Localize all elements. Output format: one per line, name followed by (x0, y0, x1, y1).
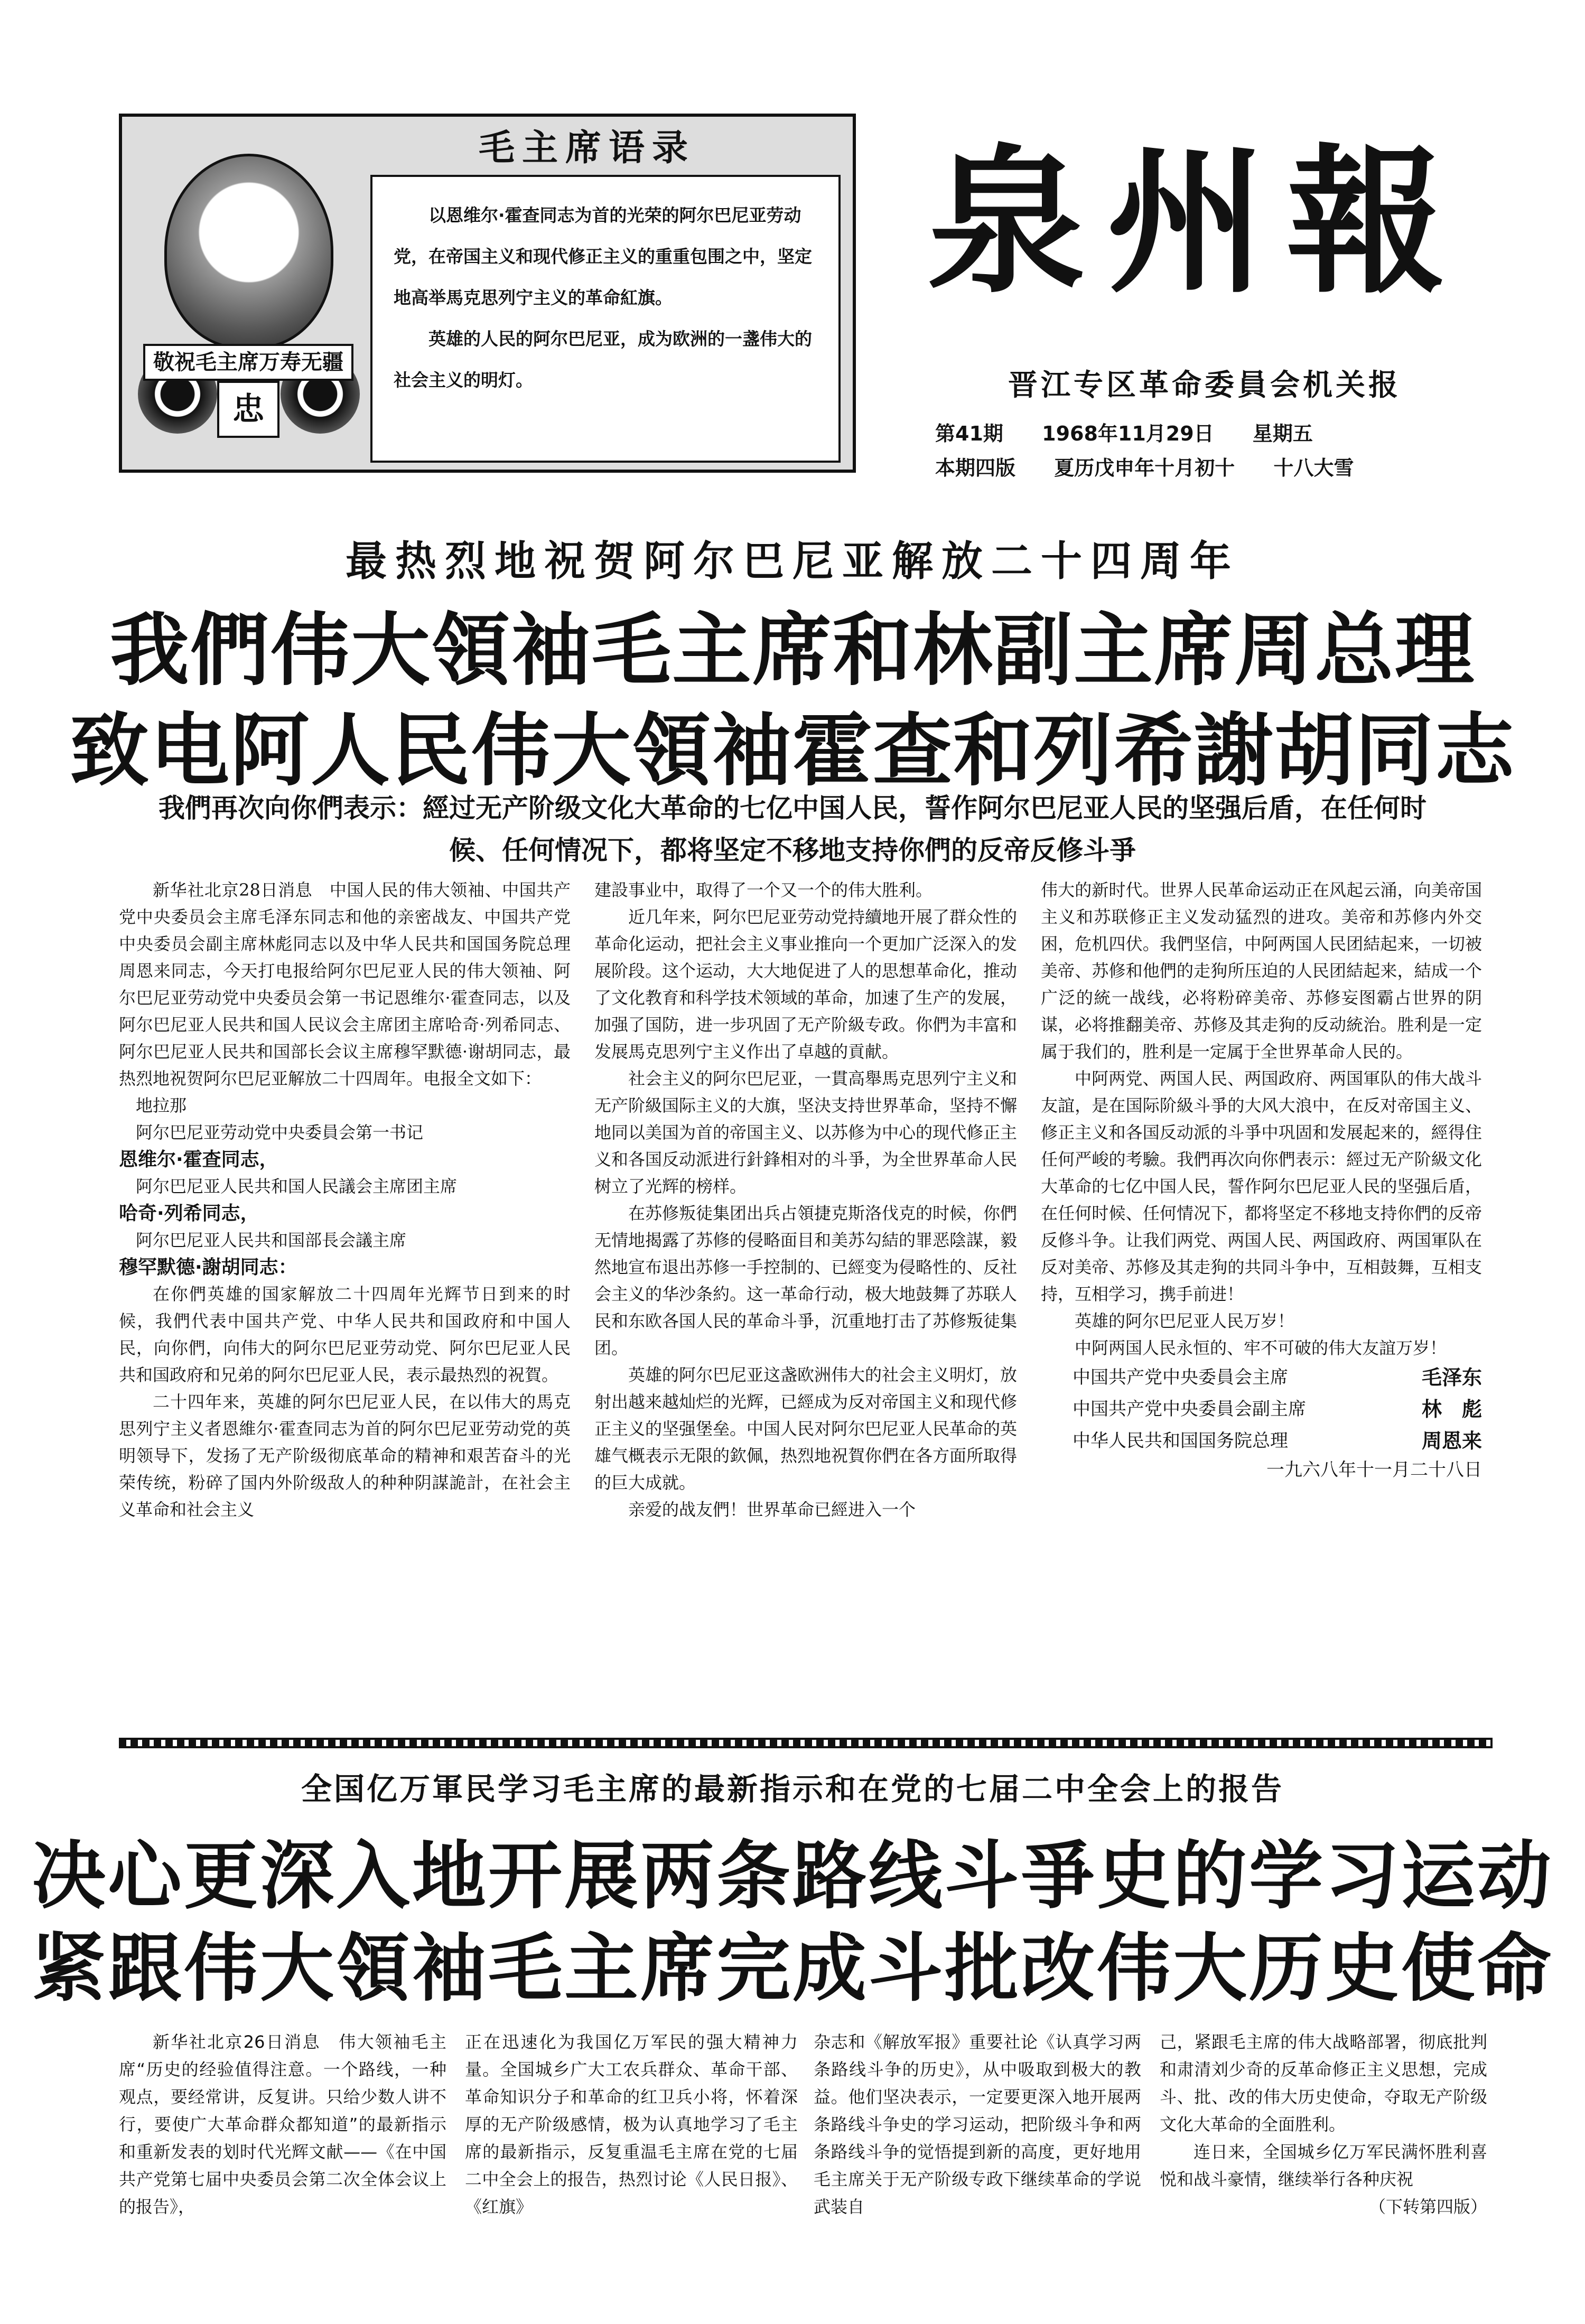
article-paragraph: 近几年来，阿尔巴尼亚劳动党持續地开展了群众性的革命化运动，把社会主义事业推向一个更加广泛深入的发展阶段。这个运动，大大地促进了人的思想革命化，推动了文化教育和科学技术领域的革命，加速了生产的发展，加强了国防，进一步巩固了无产阶級专政。你們为丰富和发展馬克思列宁主义作出了卓越的貢献。 (594, 907, 1017, 1062)
article-paragraph: 正在迅速化为我国亿万军民的强大精神力量。全国城乡广大工农兵群众、革命干部、革命知识分子和革命的红卫兵小将，怀着深厚的无产阶级感情，极为认真地学习了毛主席的最新指示，反复重温毛主席在党的七届二中全会上的报告，热烈讨论《人民日报》、《红旗》 (465, 2032, 798, 2217)
emblem-banner: 敬祝毛主席万寿无疆 (143, 344, 353, 381)
portrait-image (164, 154, 333, 349)
solar-term: 十八大雪 (1273, 456, 1354, 480)
loyalty-character: 忠 (217, 381, 279, 438)
story1-headline-line2: 致电阿人民伟大領袖霍查和列希謝胡同志 (69, 704, 1515, 797)
quotation-box (119, 114, 856, 473)
article-paragraph: 中阿两党、两国人民、两国政府、两国軍队的伟大战斗友誼，是在国际阶級斗爭的大风大浪中，在反对帝国主义、修正主义和各国反动派的斗爭中巩固和发展起来的，經得住任何严峻的考驗。我們再次向你們表示：經过无产阶級文化大革命的七亿中国人民，誓作阿尔巴尼亚人民的坚强后盾，在任何时候、任何情况下，都将坚定不移地支持你們的反帝反修斗争。让我们两党、两国人民、两国政府、两国軍队在反对美帝、苏修及其走狗的共同斗争中，互相鼓舞，互相支持，互相学习，携手前进！ (1041, 1069, 1482, 1304)
recipient-title: 阿尔巴尼亚人民共和国部長会議主席 (136, 1230, 407, 1250)
story1-column-3 (1041, 877, 1482, 1727)
lunar-date: 夏历戊申年十月初十 (1054, 456, 1235, 480)
story2-headline-line2: 紧跟伟大領袖毛主席完成斗批改伟大历史使命 (31, 1926, 1553, 2012)
issue-info (935, 417, 1463, 446)
story1-deck: 我們再次向你們表示：經过无产阶级文化大革命的七亿中国人民，誓作阿尔巴尼亚人民的坚强后盾，在任何时候、任何情况下，都将坚定不移地支持你們的反帝反修斗爭 (158, 793, 1426, 866)
signatory-name: 周恩来 (1421, 1429, 1482, 1452)
story1-kicker: 最热烈地祝贺阿尔巴尼亚解放二十四周年 (345, 537, 1239, 585)
article-paragraph: 杂志和《解放军报》重要社论《认真学习两条路线斗争的历史》，从中吸取到极大的教益。他们坚决表示，一定要更深入地开展两条路线斗争史的学习运动，把阶级斗争和两条路线斗争的觉悟提到新的高度，更好地用毛主席关于无产阶级专政下继续革命的学说武装自 (814, 2032, 1141, 2217)
recipient-name: 哈奇·列希同志， (119, 1203, 259, 1224)
section-divider (119, 1738, 1493, 1748)
article-paragraph: 二十四年来，英雄的阿尔巴尼亚人民，在以伟大的馬克思列宁主义者恩維尔·霍查同志为首的阿尔巴尼亚劳动党的英明领导下，发扬了无产阶级彻底革命的精神和艰苦奋斗的光荣传统，粉碎了国内外阶级敌人的种种阴謀詭計，在社会主义革命和社会主义 (119, 1392, 571, 1520)
issue-info-secondary (935, 452, 1463, 481)
issue-date: 1968年11月29日 (1042, 422, 1214, 445)
article-paragraph: 伟大的新时代。世界人民革命运动正在风起云涌，向美帝国主义和苏联修正主义发动猛烈的进攻。美帝和苏修内外交困，危机四伏。我們坚信，中阿两国人民团結起来，一切被美帝、苏修和他們的走狗所压迫的人民团結起来，結成一个广泛的統一战线，必将粉碎美帝、苏修妄图霸占世界的阴谋，必将推翻美帝、苏修及其走狗的反动統治。胜利是一定属于我们的，胜利是一定属于全世界革命人民的。 (1041, 880, 1482, 1062)
article-paragraph: 亲爱的战友們！世界革命已經进入一个 (628, 1500, 916, 1520)
quote-text (370, 175, 841, 463)
signatory-name: 毛泽东 (1421, 1366, 1482, 1389)
telegram-date: 一九六八年十一月二十八日 (1266, 1459, 1482, 1480)
article-paragraph: 在你們英雄的国家解放二十四周年光辉节日到来的时候，我們代表中国共产党、中华人民共和国政府和中国人民，向你們，向伟大的阿尔巴尼亚劳动党、阿尔巴尼亚人民共和国政府和兄弟的阿尔巴尼亚人民，表示最热烈的祝賀。 (119, 1284, 571, 1385)
slogan: 英雄的阿尔巴尼亚人民万岁！ (1075, 1311, 1295, 1331)
story2-headline-line1: 决心更深入地开展两条路线斗爭史的学习运动 (31, 1833, 1553, 1919)
story1-column-2 (594, 877, 1017, 1727)
story1-column-1 (119, 877, 571, 1727)
portrait-emblem (133, 133, 360, 460)
story2-kicker: 全国亿万軍民学习毛主席的最新指示和在党的七届二中全会上的报告 (301, 1771, 1284, 1807)
story2-column-4 (1160, 2028, 1487, 2276)
signature-row (1041, 1425, 1482, 1457)
recipient-title: 阿尔巴尼亚劳动党中央委員会第一书记 (136, 1122, 424, 1142)
story2-column-3 (814, 2028, 1141, 2276)
issue-weekday: 星期五 (1252, 422, 1313, 445)
story2-column-1 (119, 2028, 446, 2276)
newspaper-title: 泉州報 (927, 128, 1466, 315)
continued-note: （下转第四版） (1368, 2197, 1487, 2217)
article-paragraph: 连日来，全国城乡亿万军民满怀胜利喜悦和战斗豪情，继续举行各种庆祝 (1160, 2142, 1487, 2189)
recipient-name: 恩维尔·霍查同志， (119, 1149, 278, 1170)
article-paragraph: 社会主义的阿尔巴尼亚，一貫高舉馬克思列宁主义和无产阶級国际主义的大旗，坚決支持世界革命，坚持不懈地同以美国为首的帝国主义、以苏修为中心的现代修正主义和各国反动派进行針鋒相对的斗爭，为全世界革命人民树立了光辉的榜样。 (594, 1069, 1017, 1196)
story2-column-2 (465, 2028, 798, 2276)
quote-paragraph: 以恩维尔·霍查同志为首的光荣的阿尔巴尼亚劳动党，在帝国主义和现代修正主义的重重包围之中，坚定地高举馬克思列宁主义的革命紅旗。 (394, 205, 812, 308)
quote-paragraph: 英雄的人民的阿尔巴尼亚，成为欧洲的一盞伟大的社会主义的明灯。 (394, 329, 812, 390)
signatory-title: 中国共产党中央委員会主席 (1073, 1367, 1288, 1388)
story1-headline-line1: 我們伟大領袖毛主席和林副主席周总理 (109, 604, 1475, 697)
issue-number: 第41期 (935, 422, 1003, 445)
signatory-title: 中国共产党中央委員会副主席 (1073, 1399, 1306, 1420)
article-paragraph: 建設事业中，取得了一个又一个的伟大胜利。 (594, 880, 933, 900)
signatory-name: 林 彪 (1421, 1398, 1482, 1421)
signature-row (1041, 1362, 1482, 1393)
article-paragraph: 己，紧跟毛主席的伟大战略部署，彻底批判和肃清刘少奇的反革命修正主义思想，完成斗、批、改的伟大历史使命，夺取无产阶级文化大革命的全面胜利。 (1160, 2032, 1487, 2134)
newspaper-subtitle: 晋江专区革命委員会机关报 (1008, 368, 1401, 402)
page-count: 本期四版 (935, 456, 1016, 480)
slogan: 中阿两国人民永恒的、牢不可破的伟大友誼万岁！ (1075, 1338, 1447, 1358)
article-paragraph: 新华社北京26日消息 伟大领袖毛主席“历史的经验值得注意。一个路线，一种观点，要经常讲，反复讲。只给少数人讲不行，要使广大革命群众都知道”的最新指示和重新发表的划时代光辉文献——《在中国共产党第七届中央委员会第二次全体会议上的报告》， (119, 2032, 446, 2217)
article-paragraph: 新华社北京28日消息 中国人民的伟大领袖、中国共产党中央委员会主席毛泽东同志和他的亲密战友、中国共产党中央委员会副主席林彪同志以及中华人民共和国国务院总理周恩来同志，今天打电报给阿尔巴尼亚人民的伟大领袖、阿尔巴尼亚劳动党中央委员会第一书记恩维尔·霍查同志，以及阿尔巴尼亚人民共和国人民议会主席团主席哈奇·列希同志、阿尔巴尼亚人民共和国部长会议主席穆罕默德·谢胡同志，最热烈地祝贺阿尔巴尼亚解放二十四周年。电报全文如下： (119, 880, 571, 1089)
recipient-title: 阿尔巴尼亚人民共和国人民議会主席团主席 (136, 1176, 458, 1196)
article-paragraph: 英雄的阿尔巴尼亚这盏欧洲伟大的社会主义明灯，放射出越来越灿烂的光辉，已經成为反对帝国主义和现代修正主义的坚强堡垒。中国人民对阿尔巴尼亚人民革命的英雄气概表示无限的欽佩，热烈地祝賀你們在各方面所取得的巨大成就。 (594, 1365, 1017, 1493)
telegram-place: 地拉那 (136, 1095, 187, 1116)
recipient-name: 穆罕默德·謝胡同志： (119, 1257, 297, 1278)
signature-row (1041, 1393, 1482, 1425)
quote-box-title: 毛主席语录 (478, 127, 695, 169)
article-paragraph: 在苏修叛徒集团出兵占領捷克斯洛伐克的时候，你們无情地揭露了苏修的侵略面目和美苏勾結的罪恶陰謀，毅然地宣布退出苏修一手控制的、已經变为侵略性的、反社会主义的华沙条約。这一革命行动，极大地鼓舞了苏联人民和东欧各国人民的革命斗爭，沉重地打击了苏修叛徒集团。 (594, 1203, 1017, 1358)
signatory-title: 中华人民共和国国务院总理 (1073, 1430, 1288, 1451)
